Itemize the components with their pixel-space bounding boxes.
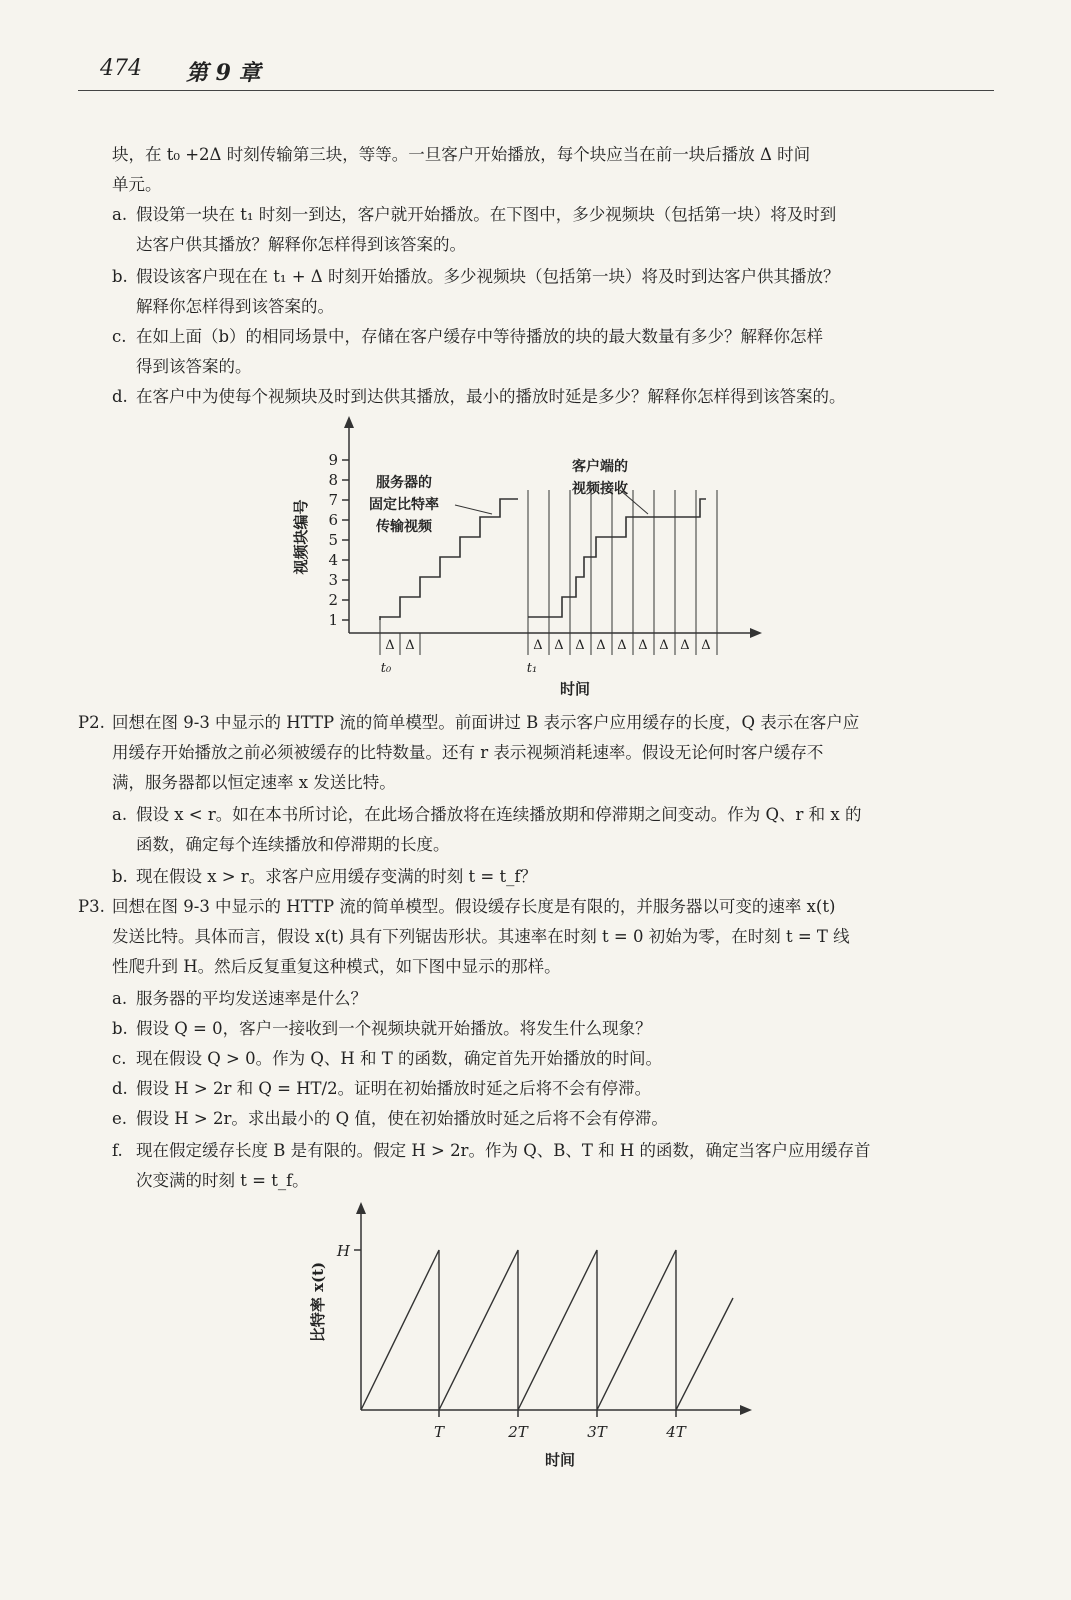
- delta-label: Δ: [554, 638, 564, 653]
- p3-item-f-line-1: 现在假定缓存长度 B 是有限的。假定 H > 2r。作为 Q、B、T 和 H 的函数，确定当客户应用缓存首: [136, 1141, 871, 1160]
- fig2-y-arrow: [356, 1202, 366, 1214]
- fig2-x-tick-label: 4T: [666, 1423, 686, 1441]
- delta-label: Δ: [405, 638, 415, 653]
- fig2-x-tick-label: 3T: [587, 1423, 607, 1441]
- client-label: [571, 458, 628, 497]
- p3-item-a: 服务器的平均发送速率是什么？: [136, 989, 367, 1008]
- p3-item-d: 假设 H > 2r 和 Q = HT/2。证明在初始播放时延之后将不会有停滞。: [136, 1079, 652, 1098]
- fig1-y-axis-label: 视频块编号: [292, 499, 310, 575]
- fig2-x-axis-label: 时间: [544, 1451, 576, 1469]
- fig2-x-tick-labels: [434, 1423, 687, 1441]
- fig1-y-tick-label: 5: [328, 531, 338, 549]
- p2-line-1: 回想在图 9-3 中显示的 HTTP 流的简单模型。前面讲过 B 表示客户应用缓存的长度，Q 表示在客户应: [112, 713, 860, 732]
- fig1-y-tick-labels: [328, 451, 338, 629]
- p2-item-b-line-1: 现在假设 x > r。求客户应用缓存变满的时刻 t = t_f？: [136, 867, 537, 886]
- server-label-pointer: [455, 505, 492, 514]
- p2-line-2: 用缓存开始播放之前必须被缓存的比特数量。还有 r 表示视频消耗速率。假设无论何时客户缓存不: [112, 743, 824, 762]
- fig1-y-tick-label: 2: [328, 591, 338, 609]
- delta-label: Δ: [659, 638, 669, 653]
- p3-item-f-line-2: 次变满的时刻 t = t_f。: [136, 1171, 309, 1190]
- p3-line-1: 回想在图 9-3 中显示的 HTTP 流的简单模型。假设缓存长度是有限的，并服务器以可变的速率 x(t): [112, 897, 836, 916]
- intro-line-1: 块，在 t₀ +2Δ 时刻传输第三块，等等。一旦客户开始播放，每个块应当在前一块后播放 Δ 时间: [112, 145, 811, 164]
- fig1-y-tick-label: 6: [328, 511, 338, 529]
- item-label: b.: [112, 1019, 128, 1038]
- fig1-y-tick-label: 4: [328, 551, 338, 569]
- p1-item-b-line-1: 假设该客户现在在 t₁ + Δ 时刻开始播放。多少视频块（包括第一块）将及时到达客户供其播放？: [136, 267, 840, 286]
- p2-item-a-line-2: 函数，确定每个连续播放和停滞期的长度。: [136, 835, 450, 854]
- item-label: b.: [112, 267, 128, 286]
- p3-line-3: 性爬升到 H。然后反复重复这种模式，如下图中显示的那样。: [112, 957, 561, 976]
- server-label-line: 服务器的: [376, 475, 432, 491]
- t1-label: t₁: [526, 661, 538, 676]
- item-label: e.: [112, 1109, 128, 1128]
- p3-item-e: 假设 H > 2r。求出最小的 Q 值，使在初始播放时延之后将不会有停滞。: [136, 1109, 668, 1128]
- fig2-x-tick-label: 2T: [508, 1423, 528, 1441]
- p1-item-c-line-1: 在如上面（b）的相同场景中，存储在客户缓存中等待播放的块的最大数量有多少？解释你怎样: [136, 327, 824, 346]
- fig1-x-axis-label: 时间: [559, 680, 591, 698]
- p3-item-c: 现在假设 Q > 0。作为 Q、H 和 T 的函数，确定首先开始播放的时间。: [136, 1049, 662, 1068]
- server-label-line: 固定比特率: [369, 497, 439, 513]
- fig1-y-tick-label: 9: [328, 451, 338, 469]
- item-label: b.: [112, 867, 128, 886]
- fig2-h-label: H: [336, 1242, 350, 1260]
- item-label: d.: [112, 387, 128, 406]
- p3-line-2: 发送比特。具体而言，假设 x(t) 具有下列锯齿形状。其速率在时刻 t = 0 初始为零，在时刻 t = T 线: [112, 927, 850, 946]
- client-label-line: 客户端的: [572, 459, 628, 475]
- fig1-y-tick-label: 7: [328, 491, 338, 509]
- p1-item-d-line-1: 在客户中为使每个视频块及时到达供其播放，最小的播放时延是多少？解释你怎样得到该答案的。: [136, 387, 846, 406]
- p2-line-3: 满，服务器都以恒定速率 x 发送比特。: [112, 773, 396, 792]
- delta-label: Δ: [680, 638, 690, 653]
- problem-label-p3: P3.: [78, 897, 105, 916]
- fig1-y-arrow: [344, 416, 354, 428]
- page-number: 474: [100, 56, 142, 81]
- delta-label: Δ: [638, 638, 648, 653]
- delta-labels: [385, 638, 710, 653]
- item-label: a.: [112, 205, 128, 224]
- p1-item-c-line-2: 得到该答案的。: [136, 357, 252, 376]
- item-label: c.: [112, 327, 127, 346]
- delta-label: Δ: [575, 638, 585, 653]
- problem-label-p2: P2.: [78, 713, 105, 732]
- server-transmission-staircase: [380, 499, 518, 620]
- item-label: a.: [112, 989, 128, 1008]
- fig1-y-tick-label: 1: [328, 611, 338, 629]
- fig2-x-arrow: [740, 1405, 752, 1415]
- delta-interval-lines: [380, 490, 717, 655]
- t0-label: t₀: [380, 661, 392, 676]
- p2-item-a-line-1: 假设 x < r。如在本书所讨论，在此场合播放将在连续播放期和停滞期之间变动。作为 Q、r 和 x 的: [136, 805, 862, 824]
- p1-item-b-line-2: 解释你怎样得到该答案的。: [136, 297, 334, 316]
- item-label: d.: [112, 1079, 128, 1098]
- fig1-y-tick-label: 8: [328, 471, 338, 489]
- fig2-x-tick-label: T: [433, 1423, 445, 1441]
- fig1-y-ticks: [342, 460, 349, 620]
- item-label: f.: [112, 1141, 123, 1160]
- client-label-line: 视频接收: [572, 481, 628, 497]
- figure-sawtooth-bitrate: [354, 1202, 752, 1417]
- item-label: c.: [112, 1049, 127, 1068]
- delta-label: Δ: [596, 638, 606, 653]
- p3-item-b: 假设 Q = 0，客户一接收到一个视频块就开始播放。将发生什么现象？: [136, 1019, 652, 1038]
- delta-label: Δ: [385, 638, 395, 653]
- chapter-title: 第 9 章: [186, 60, 261, 86]
- fig2-y-axis-label: 比特率 x(t): [309, 1261, 327, 1343]
- p1-item-a-line-2: 达客户供其播放？解释你怎样得到该答案的。: [136, 235, 466, 254]
- fig2-x-ticks: [439, 1410, 676, 1417]
- intro-line-2: 单元。: [112, 175, 162, 194]
- server-label-line: 传输视频: [376, 519, 432, 535]
- delta-label: Δ: [701, 638, 711, 653]
- server-label: [369, 474, 439, 535]
- fig1-y-tick-label: 3: [328, 571, 338, 589]
- item-label: a.: [112, 805, 128, 824]
- sawtooth-rate-line: [361, 1250, 733, 1410]
- delta-label: Δ: [533, 638, 543, 653]
- delta-label: Δ: [617, 638, 627, 653]
- fig1-x-arrow: [750, 628, 762, 638]
- p1-item-a-line-1: 假设第一块在 t₁ 时刻一到达，客户就开始播放。在下图中，多少视频块（包括第一块）将及时到: [136, 205, 837, 224]
- client-reception-staircase: [528, 499, 706, 617]
